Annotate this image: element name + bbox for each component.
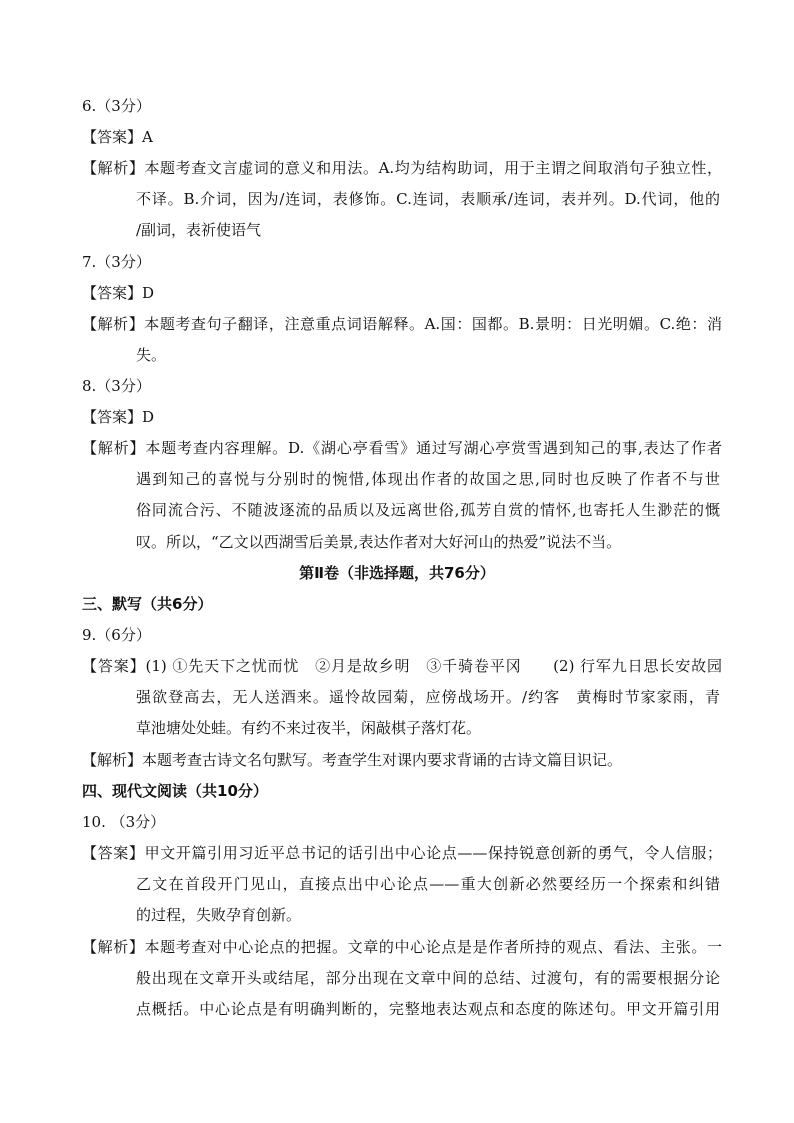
question-6-answer: 【答案】A — [82, 128, 153, 146]
question-10-answer-line-2: 乙文在首段开门见山，直接点出中心论点——重大创新必然要经历一个探索和纠错 — [136, 875, 720, 893]
question-9-answer-line-1: 【答案】(1) ①先天下之忧而忧 ②月是故乡明 ③千骑卷平冈 (2) 行军九日思长安故园 — [82, 657, 722, 675]
question-8-analysis-line-1: 【解析】本题考查内容理解。D.《湖心亭看雪》通过写湖心亭赏雪遇到知己的事,表达了作者 — [82, 439, 722, 457]
question-6-analysis-line-3: /副词，表祈使语气 — [136, 221, 262, 239]
section-2-title: 第Ⅱ卷（非选择题，共76分） — [299, 564, 495, 582]
question-10-answer-line-3: 的过程，失败孕育创新。 — [136, 906, 302, 924]
question-10-analysis-line-2: 般出现在文章开头或结尾，部分出现在文章中间的总结、过渡句，有的需要根据分论 — [136, 969, 720, 987]
question-8-header: 8.（3分） — [82, 377, 151, 395]
question-9-analysis: 【解析】本题考查古诗文名句默写。考查学生对课内要求背诵的古诗文篇目识记。 — [82, 751, 623, 769]
question-8-analysis-line-3: 俗同流合污、不随波逐流的品质以及远离世俗,孤芳自赏的情怀,也寄托人生渺茫的慨 — [136, 501, 720, 519]
question-7-analysis-line-1: 【解析】本题考查句子翻译，注意重点词语解释。A.国：国都。B.景明：日光明媚。C.绝：消 — [82, 315, 722, 333]
question-9-answer-line-3: 草池塘处处蛙。有约不来过夜半，闲敲棋子落灯花。 — [136, 719, 482, 737]
question-8-analysis-line-2: 遇到知己的喜悦与分别时的惋惜,体现出作者的故国之思,同时也反映了作者不与世 — [136, 470, 720, 488]
question-7-header: 7.（3分） — [82, 253, 151, 271]
question-9-answer-line-2: 强欲登高去，无人送酒来。遥怜故园菊，应傍战场开。/约客 黄梅时节家家雨，青 — [136, 688, 720, 706]
question-6-analysis-line-1: 【解析】本题考查文言虚词的意义和用法。A.均为结构助词，用于主谓之间取消句子独立性， — [82, 159, 722, 177]
question-10-answer-line-1: 【答案】甲文开篇引用习近平总书记的话引出中心论点——保持锐意创新的勇气，令人信服； — [82, 844, 722, 862]
question-10-analysis-line-3: 点概括。中心论点是有明确判断的，完整地表达观点和态度的陈述句。甲文开篇引用 — [136, 1000, 720, 1018]
question-7-analysis-line-2: 失。 — [136, 346, 167, 364]
question-7-answer: 【答案】D — [82, 284, 155, 302]
part-4-title: 四、现代文阅读（共10分） — [82, 782, 268, 800]
question-6-analysis-line-2: 不译。B.介词，因为/连词，表修饰。C.连词，表顺承/连词，表并列。D.代词，他的 — [136, 190, 720, 208]
question-6-header: 6.（3分） — [82, 97, 151, 115]
question-10-analysis-line-1: 【解析】本题考查对中心论点的把握。文章的中心论点是是作者所持的观点、看法、主张。一 — [82, 938, 722, 956]
question-8-analysis-line-4: 叹。所以，“乙文以西湖雪后美景,表达作者对大好河山的热爱”说法不当。 — [136, 533, 622, 551]
question-8-answer: 【答案】D — [82, 408, 155, 426]
question-9-header: 9.（6分） — [82, 626, 151, 644]
question-10-header: 10. （3分） — [82, 813, 166, 831]
part-3-title: 三、默写（共6分） — [82, 595, 213, 613]
